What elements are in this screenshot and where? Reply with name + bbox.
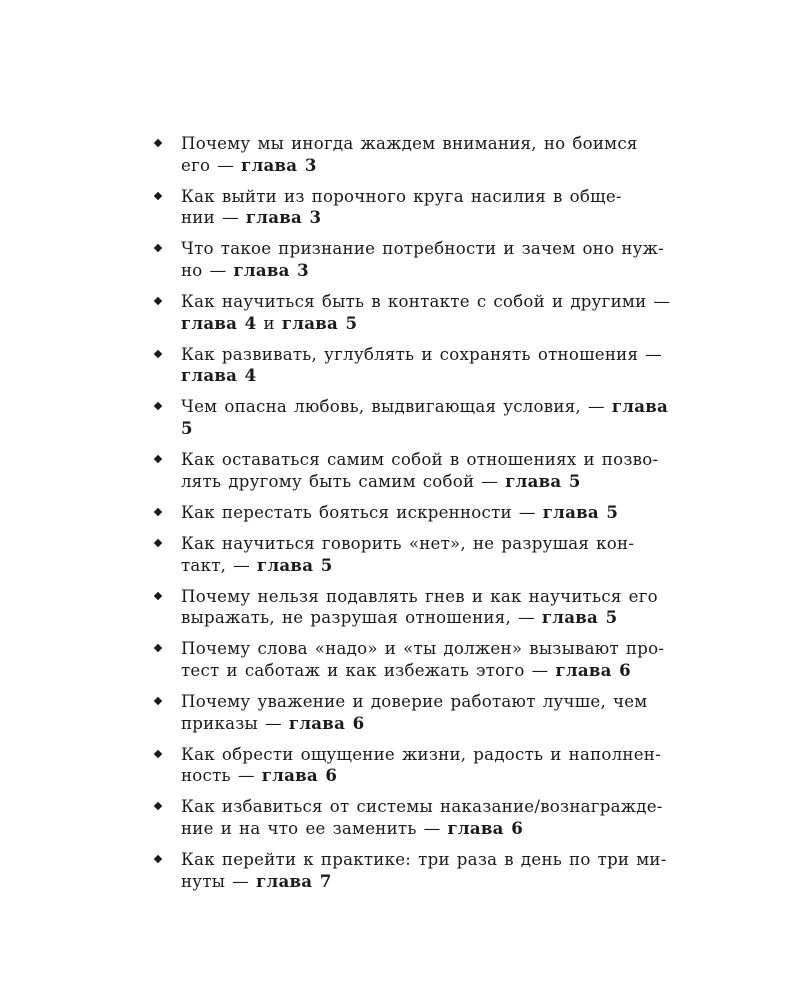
line-text: Как перейти к практике: три раза в день по три ми-	[181, 850, 667, 870]
chapter-reference: глава	[611, 396, 668, 417]
line-text: ность —	[181, 766, 262, 786]
line-text: лять другому быть самим собой —	[181, 471, 506, 491]
text-line	[181, 396, 714, 418]
chapter-reference: глава 5	[257, 554, 333, 575]
list-item-text	[181, 396, 714, 439]
line-text: нуты —	[181, 871, 257, 891]
line-text: Как обрести ощущение жизни, радость и наполнен-	[181, 744, 661, 764]
text-line	[181, 502, 714, 524]
chapter-reference: глава 6	[261, 765, 338, 786]
text-line	[181, 765, 714, 787]
chapter-reference: глава 3	[241, 154, 317, 175]
text-line	[181, 260, 714, 282]
diamond-bullet-icon	[154, 802, 162, 810]
list-item-text	[181, 344, 714, 387]
list-item	[154, 396, 714, 439]
line-text: такт, —	[181, 555, 258, 575]
text-line	[181, 871, 714, 893]
text-line	[181, 849, 714, 871]
list-item-text	[181, 796, 714, 839]
text-line	[181, 555, 714, 577]
chapter-reference: глава 4	[181, 312, 257, 333]
diamond-bullet-icon	[154, 644, 162, 652]
line-text: приказы —	[181, 713, 289, 733]
text-line	[181, 796, 714, 818]
list-item-text	[181, 533, 714, 576]
list-item-text	[181, 186, 714, 229]
text-line	[181, 713, 714, 735]
text-line	[181, 418, 714, 440]
line-text: Как научиться быть в контакте с собой и другими —	[181, 292, 671, 312]
text-line	[181, 186, 714, 208]
diamond-bullet-icon	[154, 244, 162, 252]
list-item	[154, 744, 714, 787]
line-text: Чем опасна любовь, выдвигающая условия, —	[181, 397, 612, 417]
text-line	[181, 313, 714, 335]
text-line	[181, 533, 714, 555]
list-item	[154, 133, 714, 176]
diamond-bullet-icon	[154, 508, 162, 516]
line-text: Почему слова «надо» и «ты должен» вызывают про-	[181, 639, 665, 659]
chapter-reference: глава 3	[233, 259, 309, 280]
text-line	[181, 607, 714, 629]
list-item-text	[181, 691, 714, 734]
ref-separator: и	[256, 313, 282, 333]
text-line	[181, 471, 714, 493]
line-text: нии —	[181, 208, 246, 228]
text-line	[181, 638, 714, 660]
diamond-bullet-icon	[154, 297, 162, 305]
list-item-text	[181, 238, 714, 281]
chapter-reference: глава 5	[541, 607, 618, 628]
chapter-reference: глава 6	[288, 712, 365, 733]
text-line	[181, 133, 714, 155]
line-text: тест и саботаж и как избежать этого —	[181, 660, 556, 680]
line-text: Как выйти из порочного круга насилия в обще-	[181, 186, 622, 206]
list-item	[154, 186, 714, 229]
text-line	[181, 365, 714, 387]
diamond-bullet-icon	[154, 697, 162, 705]
list-item	[154, 638, 714, 681]
line-text: Как оставаться самим собой в отношениях и позво-	[181, 450, 659, 470]
chapter-reference: глава 3	[245, 207, 322, 228]
chapter-reference: глава 6	[447, 817, 523, 838]
diamond-bullet-icon	[154, 139, 162, 147]
list-item	[154, 238, 714, 281]
list-item-text	[181, 744, 714, 787]
line-text: Почему уважение и доверие работают лучше, чем	[181, 692, 648, 712]
text-line	[181, 238, 714, 260]
text-line	[181, 691, 714, 713]
chapter-reference: глава 4	[181, 365, 257, 386]
line-text: Как развивать, углублять и сохранять отношения —	[181, 344, 663, 364]
list-item-text	[181, 502, 714, 524]
chapter-reference: глава 7	[256, 870, 332, 891]
list-item-text	[181, 449, 714, 492]
diamond-bullet-icon	[154, 855, 162, 863]
chapter-reference: глава 5	[505, 470, 581, 491]
text-line	[181, 155, 714, 177]
list-item-text	[181, 586, 714, 629]
line-text: Как научиться говорить «нет», не разрушая кон-	[181, 534, 635, 553]
list-item	[154, 449, 714, 492]
text-line	[181, 818, 714, 840]
diamond-bullet-icon	[154, 402, 162, 410]
chapter-reference: 5	[181, 417, 193, 438]
line-text: его —	[181, 155, 242, 175]
line-text: Почему мы иногда жаждем внимания, но боимся	[181, 134, 638, 153]
diamond-bullet-icon	[154, 591, 162, 599]
text-line	[181, 744, 714, 766]
text-line	[181, 660, 714, 682]
list-item	[154, 291, 714, 334]
chapter-reference: глава 6	[555, 659, 631, 680]
chapter-guide-list	[154, 133, 714, 902]
line-text: ние и на что ее заменить —	[181, 818, 448, 838]
list-item	[154, 849, 714, 892]
diamond-bullet-icon	[154, 539, 162, 547]
text-line	[181, 586, 714, 608]
list-item	[154, 691, 714, 734]
line-text: Почему нельзя подавлять гнев и как научиться его	[181, 586, 658, 606]
list-item-text	[181, 291, 714, 334]
list-item-text	[181, 133, 714, 176]
diamond-bullet-icon	[154, 350, 162, 358]
list-item	[154, 502, 714, 524]
line-text: Что такое признание потребности и зачем оно нуж-	[181, 239, 665, 259]
line-text: но —	[181, 260, 234, 280]
line-text: выражать, не разрушая отношения, —	[181, 608, 542, 628]
text-line	[181, 449, 714, 471]
list-item	[154, 344, 714, 387]
list-item	[154, 796, 714, 839]
list-item	[154, 586, 714, 629]
list-item-text	[181, 638, 714, 681]
text-line	[181, 344, 714, 366]
diamond-bullet-icon	[154, 455, 162, 463]
list-item-text	[181, 849, 714, 892]
diamond-bullet-icon	[154, 750, 162, 758]
text-line	[181, 207, 714, 229]
text-line	[181, 291, 714, 313]
chapter-reference: глава 5	[281, 312, 358, 333]
line-text: Как перестать бояться искренности —	[181, 502, 543, 522]
diamond-bullet-icon	[154, 191, 162, 199]
line-text: Как избавиться от системы наказание/вознагражде-	[181, 797, 663, 817]
list-item	[154, 533, 714, 576]
chapter-reference: глава 5	[542, 501, 619, 522]
